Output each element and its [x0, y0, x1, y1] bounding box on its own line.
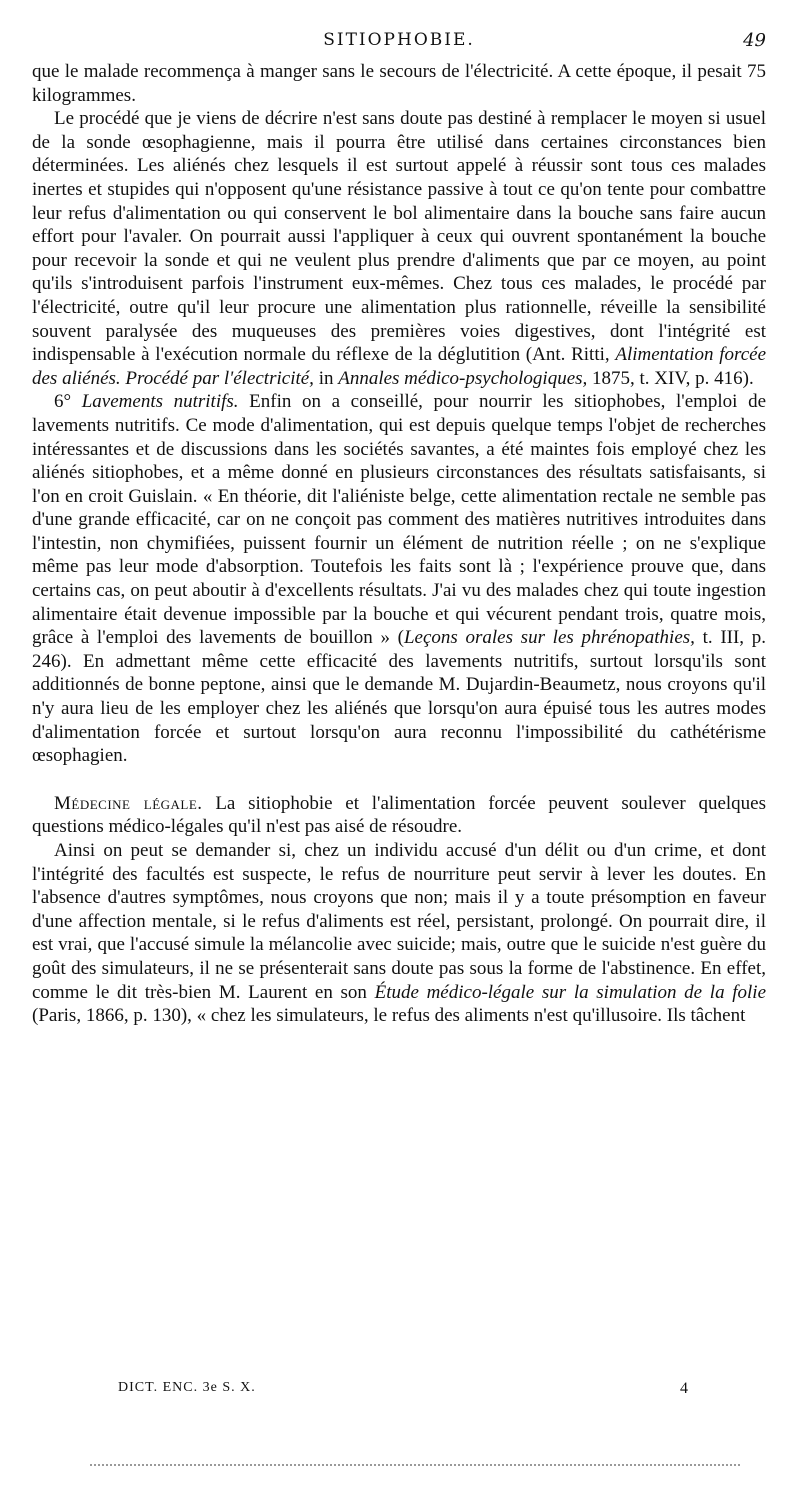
- citation-title: Étude médico-légale sur la simulation de la folie: [374, 981, 767, 1003]
- paragraph-text: La sitiophobie et l'alimentation forcée peuvent soulever quelques questions médico-légales qu'il n'est pas aisé de résoudre.: [32, 792, 766, 838]
- paragraph-text: t. III, p. 246). En admettant même cette efficacité des lavements nutritifs, surtout lorsqu'ils sont additionnés de bonne peptone, ainsi que le demande M. Dujardin-Beaumetz, nous croyons qu'il n'y aura lieu de les employer chez les aliénés que lorsqu'on aura épuisé tous les autres modes d'alimentation forcée et surtout lorsqu'on aura reconnu l'impossibilité du cathétérisme œsophagien.: [32, 627, 766, 767]
- paragraph-text: Le procédé que je viens de décrire n'est sans doute pas destiné à remplacer le moyen si usuel de la sonde œsophagienne, mais il pourra être utilisé dans certaines circonstances bien déterminées. Les aliénés chez lesquels il est surtout appelé à réussir sont tous ces malades inertes et stupides qui n'opposent qu'une résistance passive à tout ce qu'on tente pour combattre leur refus d'alimentation ou qui conservent le bol alimentaire dans la bouche sans faire aucun effort pour l'avaler. On pourrait aussi l'appliquer à ceux qui ouvrent spontanément la bouche pour recevoir la sonde et qui ne veulent plus prendre d'aliments que par ce moyen, au point qu'ils s'introduisent parfois l'instrument eux-mêmes. Chez tous ces malades, le procédé par l'électricité, outre qu'il leur procure une alimentation plus rationnelle, réveille la sensibilité souvent paralysée des muqueuses des premières voies digestives, dont l'intégrité est indispensable à l'exécution normale du réflexe de la déglutition (Ant. Ritti,: [32, 108, 766, 366]
- paragraph-electricity-procedure: [32, 107, 766, 390]
- section-heading: Médecine légale.: [54, 792, 203, 814]
- footer-sheet-number: 4: [680, 1380, 688, 1397]
- footer-signature: DICT. ENC. 3e S. X.: [118, 1380, 256, 1395]
- paragraph-simulation: [32, 839, 766, 1028]
- citation-journal: Annales médico-psychologiques,: [338, 367, 588, 389]
- paragraph-text: (Paris, 1866, p. 130), « chez les simulateurs, le refus des aliments n'est qu'illusoire. Ils tâchent: [32, 1005, 746, 1027]
- footer: [118, 1380, 688, 1404]
- running-title: SITIOPHOBIE.: [323, 30, 475, 50]
- scan-artifact-line: [90, 1464, 740, 1468]
- paragraph-text: Enfin on a conseillé, pour nourrir les sitiophobes, l'emploi de lavements nutritifs. Ce mode d'alimentation, qui est depuis quelque temps l'objet de recherches intéressantes et de discussions dans les sociétés savantes, a été maintes fois employé chez les aliénés sitiophobes, et a même donné en plusieurs circonstances des résultats satisfaisants, si l'on en croit Guislain. « En théorie, dit l'aliéniste belge, cette alimentation rectale ne semble pas d'une grande efficacité, car on ne conçoit pas comment des matières nutritives introduites dans l'intestin, non chymifiées, puissent fournir un élément de nutrition réelle ; on ne s'explique même pas leur mode d'absorption. Toutefois les faits sont là ; l'expérience prouve que, dans certains cas, on peut aboutir à d'excellents résultats. J'ai vu des malades chez qui toute ingestion alimentaire était devenue impossible par la bouche et qui vécurent pendant trois, quatre mois, grâce à l'emploi des lavements de bouillon » (: [32, 391, 767, 649]
- body-text: [32, 60, 766, 1028]
- running-head: [32, 30, 766, 56]
- section-number: 6°: [54, 391, 72, 413]
- citation-volume: 1875, t. XIV, p. 416).: [592, 367, 754, 389]
- page-number: 49: [743, 30, 766, 51]
- paragraph-continuation: [32, 60, 766, 107]
- paragraph-text: que le malade recommença à manger sans le secours de l'électricité. A cette époque, il pesait 75 kilogrammes.: [32, 61, 766, 106]
- paragraph-nutritive-enemas: [32, 390, 766, 768]
- paragraph-legal-medicine: [32, 792, 766, 839]
- citation-title: Leçons orales sur les phrénopathies,: [403, 627, 695, 649]
- citation-connector: in: [318, 367, 334, 389]
- paragraph-text: Ainsi on peut se demander si, chez un individu accusé d'un délit ou d'un crime, et dont l'intégrité des facultés est suspecte, le refus de nourriture peut servir à lever les doutes. En l'absence d'autres symptômes, nous croyons que non; mais il y a toute présomption en faveur d'une affection mentale, si le refus d'aliments est réel, persistant, prolongé. On pourrait dire, il est vrai, que l'accusé simule la mélancolie avec suicide; mais, outre que le suicide n'est guère du goût des simulateurs, il ne se présenterait sans doute pas sous la forme de l'abstinence. En effet, comme le dit très-bien M. Laurent en son: [32, 840, 766, 1003]
- citation-title: Alimentation forcée des aliénés. Procédé par l'électricité,: [32, 344, 766, 389]
- section-heading: Lavements nutritifs.: [81, 391, 239, 413]
